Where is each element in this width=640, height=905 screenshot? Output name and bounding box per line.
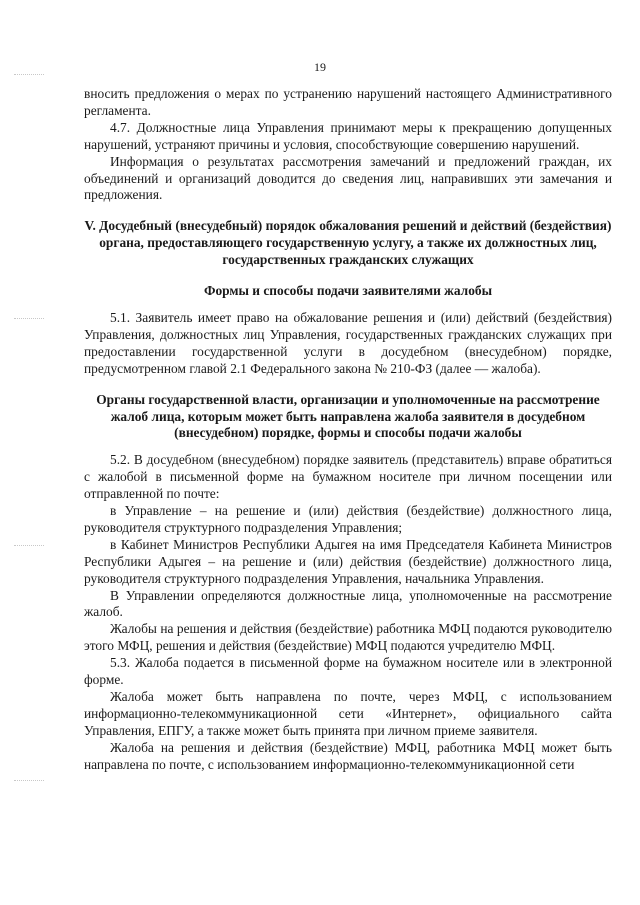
paragraph: в Управление – на решение и (или) действия (бездействие) должностного лица, руководителя структурного подразделения Управления; — [84, 503, 612, 535]
scan-margin-mark — [14, 780, 44, 783]
paragraph: Жалоба может быть направлена по почте, через МФЦ, с использованием информационно-телекоммуникационной сети «Интернет», официального сайта Управления, ЕПГУ, а также может быть принята при личном приеме заявителя. — [84, 689, 612, 738]
paragraph: вносить предложения о мерах по устранению нарушений настоящего Административного регламента. — [84, 86, 612, 118]
paragraph: в Кабинет Министров Республики Адыгея на имя Председателя Кабинета Министров Республики Адыгея – на решение и (или) действия (бездействие) должностного лица, руководителя структурного подразделения Управления, начальника Управления. — [84, 536, 612, 586]
spacer — [84, 204, 612, 218]
paragraph: 5.2. В досудебном (внесудебном) порядке заявитель (представитель) вправе обратиться с жалобой в письменной форме на бумажном носителе при личном посещении или отправленной по почте: — [84, 452, 612, 502]
scan-margin-mark — [14, 545, 44, 548]
scan-margin-mark — [14, 74, 44, 77]
paragraph: В Управлении определяются должностные лица, уполномоченные на рассмотрение жалоб. — [84, 587, 612, 620]
page-number: 19 — [314, 60, 326, 74]
spacer — [84, 378, 612, 392]
paragraph: Жалобы на решения и действия (бездействие) работника МФЦ подаются руководителю этого МФЦ, решения и действия (бездействие) МФЦ подаются учредителю МФЦ. — [84, 621, 612, 654]
paragraph: Информация о результатах рассмотрения замечаний и предложений граждан, их объединений и организаций доводится до сведения лиц, направивших эти замечания и предложения. — [84, 153, 612, 203]
paragraph: 4.7. Должностные лица Управления принимают меры к прекращению допущенных нарушений, устраняют причины и условия, способствующие совершению нарушений. — [84, 119, 612, 152]
paragraph: 5.3. Жалоба подается в письменной форме на бумажном носителе или в электронной форме. — [84, 655, 612, 688]
paragraph: Жалоба на решения и действия (бездействие) МФЦ, работника МФЦ может быть направлена по почте, с использованием информационно-телекоммуникационной сети — [84, 739, 612, 772]
section-heading: V. Досудебный (внесудебный) порядок обжалования решений и действий (бездействия) органа, предоставляющего государственную услугу, а также их должностных лиц, государственных гражданских служащих — [84, 218, 612, 268]
scan-margin-mark — [14, 318, 44, 321]
spacer — [84, 442, 612, 452]
section-heading: Формы и способы подачи заявителями жалобы — [203, 283, 493, 299]
paragraph: 5.1. Заявитель имеет право на обжалование решения и (или) действий (бездействия) Управления, должностных лиц Управления, государственных гражданских служащих при предоставлении государственной услуги в досудебном (внесудебном) порядке, предусмотренном главой 2.1 Федерального закона № 210-ФЗ (далее — жалоба). — [84, 309, 612, 376]
document-body — [84, 86, 612, 774]
spacer — [84, 269, 612, 283]
spacer — [84, 300, 612, 310]
section-heading: Органы государственной власти, организации и уполномоченные на рассмотрение жалоб лица, которым может быть направлена жалоба заявителя в досудебном (внесудебном) порядке, формы и способы подачи жалобы — [96, 391, 600, 441]
